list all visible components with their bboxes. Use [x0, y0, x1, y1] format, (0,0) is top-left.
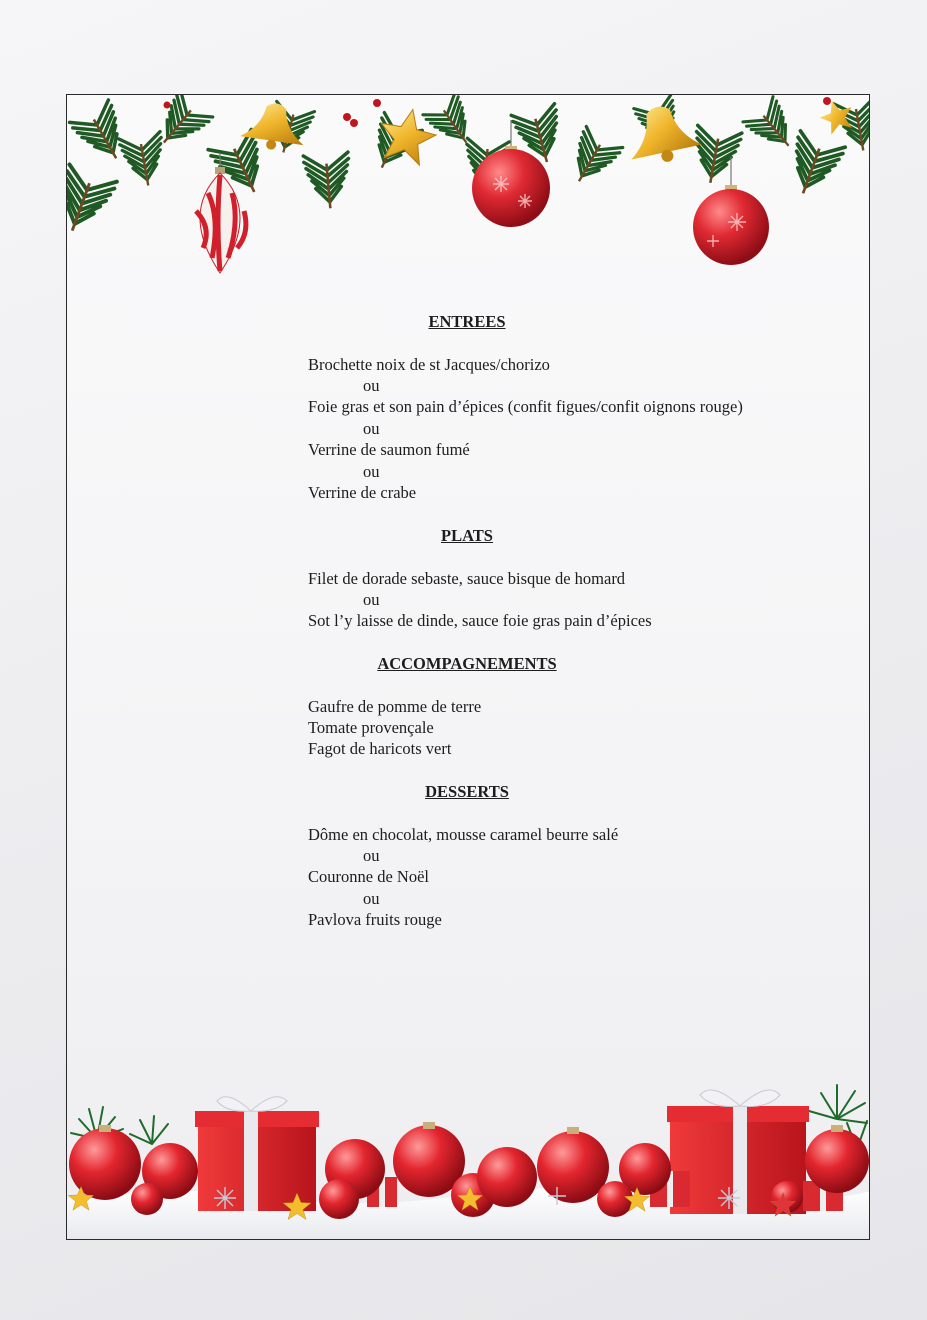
section-title-entrees: ENTREES: [428, 312, 506, 331]
menu-item: Verrine de crabe: [308, 483, 417, 502]
menu-item: Fagot de haricots vert: [308, 739, 452, 758]
separator-ou: ou: [363, 419, 380, 438]
menu-item: Brochette noix de st Jacques/chorizo: [308, 355, 550, 374]
separator-ou: ou: [363, 376, 380, 395]
menu-item: Dôme en chocolat, mousse caramel beurre salé: [308, 825, 619, 844]
menu-page: [66, 94, 870, 1240]
separator-ou: ou: [363, 889, 380, 908]
christmas-ornaments-bottom: [67, 1059, 870, 1239]
christmas-garland-top: [67, 95, 870, 295]
menu-item: Foie gras et son pain d’épices (confit figues/confit oignons rouge): [308, 397, 743, 416]
separator-ou: ou: [363, 462, 380, 481]
menu-item: Pavlova fruits rouge: [308, 910, 442, 929]
menu-item: Sot l’y laisse de dinde, sauce foie gras pain d’épices: [308, 611, 652, 630]
separator-ou: ou: [363, 846, 380, 865]
menu-item: Filet de dorade sebaste, sauce bisque de homard: [308, 569, 626, 588]
separator-ou: ou: [363, 590, 380, 609]
gift-box-icon: [195, 1097, 319, 1211]
menu-item: Couronne de Noël: [308, 867, 429, 886]
menu-item: Tomate provençale: [308, 718, 434, 737]
section-title-accompagnements: ACCOMPAGNEMENTS: [377, 654, 557, 673]
menu-item: Verrine de saumon fumé: [308, 440, 470, 459]
menu-item: Gaufre de pomme de terre: [308, 697, 482, 716]
ornament-ball-icon: [693, 157, 769, 265]
section-title-plats: PLATS: [441, 526, 493, 545]
section-title-desserts: DESSERTS: [425, 782, 509, 801]
